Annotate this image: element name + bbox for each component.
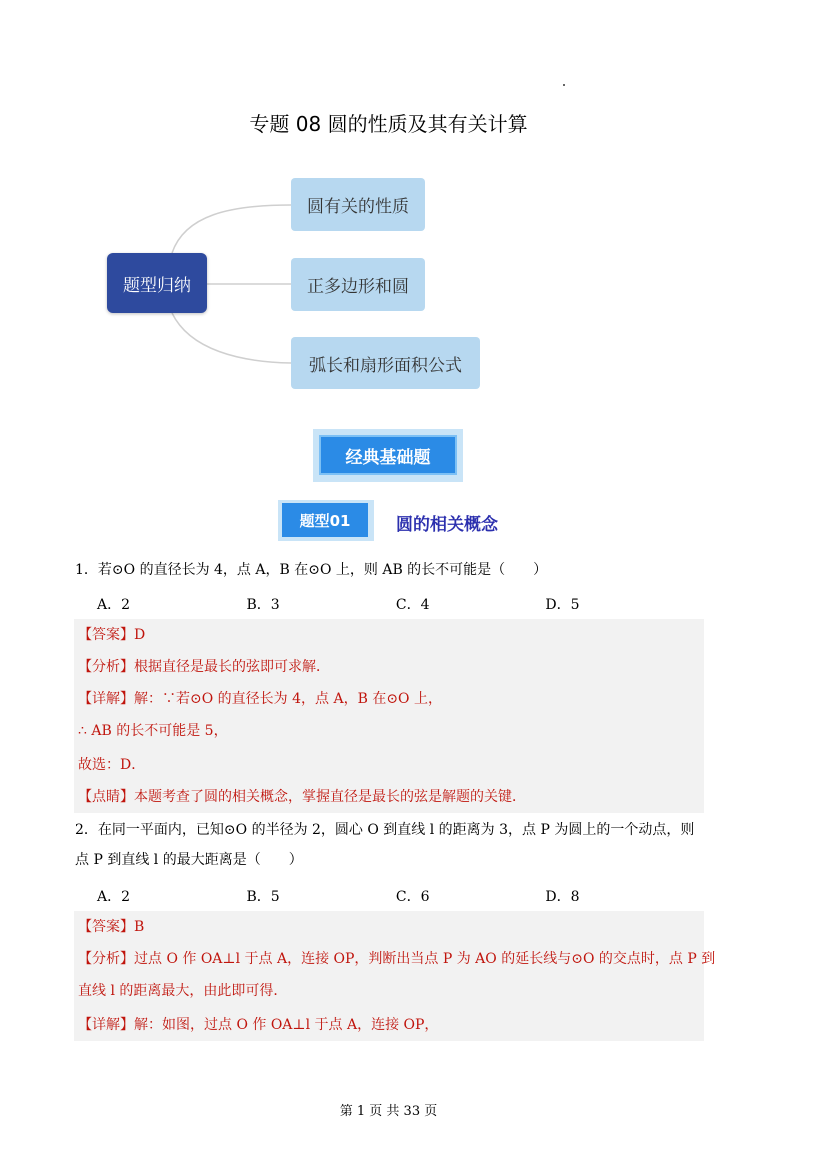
q1-analysis: 【分析】根据直径是最长的弦即可求解．: [78, 659, 330, 675]
q2-answer-block: [74, 911, 716, 1041]
section-banner: 经典基础题: [319, 435, 457, 475]
mindmap-node-arc-sector-formula: 弧长和扇形面积公式: [291, 337, 480, 389]
q1-answer: 【答案】D: [78, 627, 146, 643]
q2-option-c: C．6: [395, 889, 430, 905]
q2-stem-line1: 2．在同一平面内，已知⊙O 的半径为 2，圆心 O 到直线 l 的距离为 3，点 P 为圆上的一个动点，则: [75, 822, 695, 838]
q1-options: [97, 594, 697, 614]
q2-analysis-line1: 【分析】过点 O 作 OA⊥l 于点 A，连接 OP，判断出当点 P 为 AO 的延长线与⊙O 的交点时，点 P 到: [78, 951, 716, 967]
q1-option-b: B．3: [246, 597, 280, 613]
q1-detail-conclusion: ∴ AB 的长不可能是 5，: [78, 723, 228, 739]
q1-option-a: A．2: [97, 597, 131, 613]
q2-options: [97, 886, 697, 906]
q2-answer: 【答案】B: [78, 919, 145, 935]
q2-analysis-line2: 直线 l 的距离最大，由此即可得．: [78, 983, 288, 999]
q1-comment: 【点睛】本题考查了圆的相关概念，掌握直径是最长的弦是解题的关键．: [78, 789, 526, 805]
mindmap-node-circle-properties: 圆有关的性质: [291, 178, 425, 231]
q1-answer-block: [74, 619, 704, 813]
q2-option-d: D．8: [545, 889, 580, 905]
question-type-title: 圆的相关概念: [396, 515, 498, 535]
q2-stem-line2: 点 P 到直线 l 的最大距离是（ ）: [75, 852, 303, 868]
mindmap-root: 题型归纳: [107, 253, 207, 313]
q1-detail: 【详解】解：∵若⊙O 的直径长为 4，点 A，B 在⊙O 上，: [78, 691, 442, 707]
q1-option-d: D．5: [545, 597, 580, 613]
mindmap-node-polygons-circles: 正多边形和圆: [291, 258, 425, 311]
question-type-tag: 题型01: [282, 503, 368, 537]
q2-option-b: B．5: [246, 889, 280, 905]
page-footer: 第 1 页 共 33 页: [339, 1104, 438, 1119]
q2-option-a: A．2: [97, 889, 131, 905]
q2-detail: 【详解】解：如图，过点 O 作 OA⊥l 于点 A，连接 OP，: [78, 1017, 439, 1033]
q1-stem: 1．若⊙O 的直径长为 4，点 A，B 在⊙O 上，则 AB 的长不可能是（ ）: [75, 562, 548, 578]
q1-choose: 故选：D．: [78, 757, 146, 773]
page-title: 专题 08 圆的性质及其有关计算: [249, 112, 528, 136]
q1-option-c: C．4: [395, 597, 430, 613]
